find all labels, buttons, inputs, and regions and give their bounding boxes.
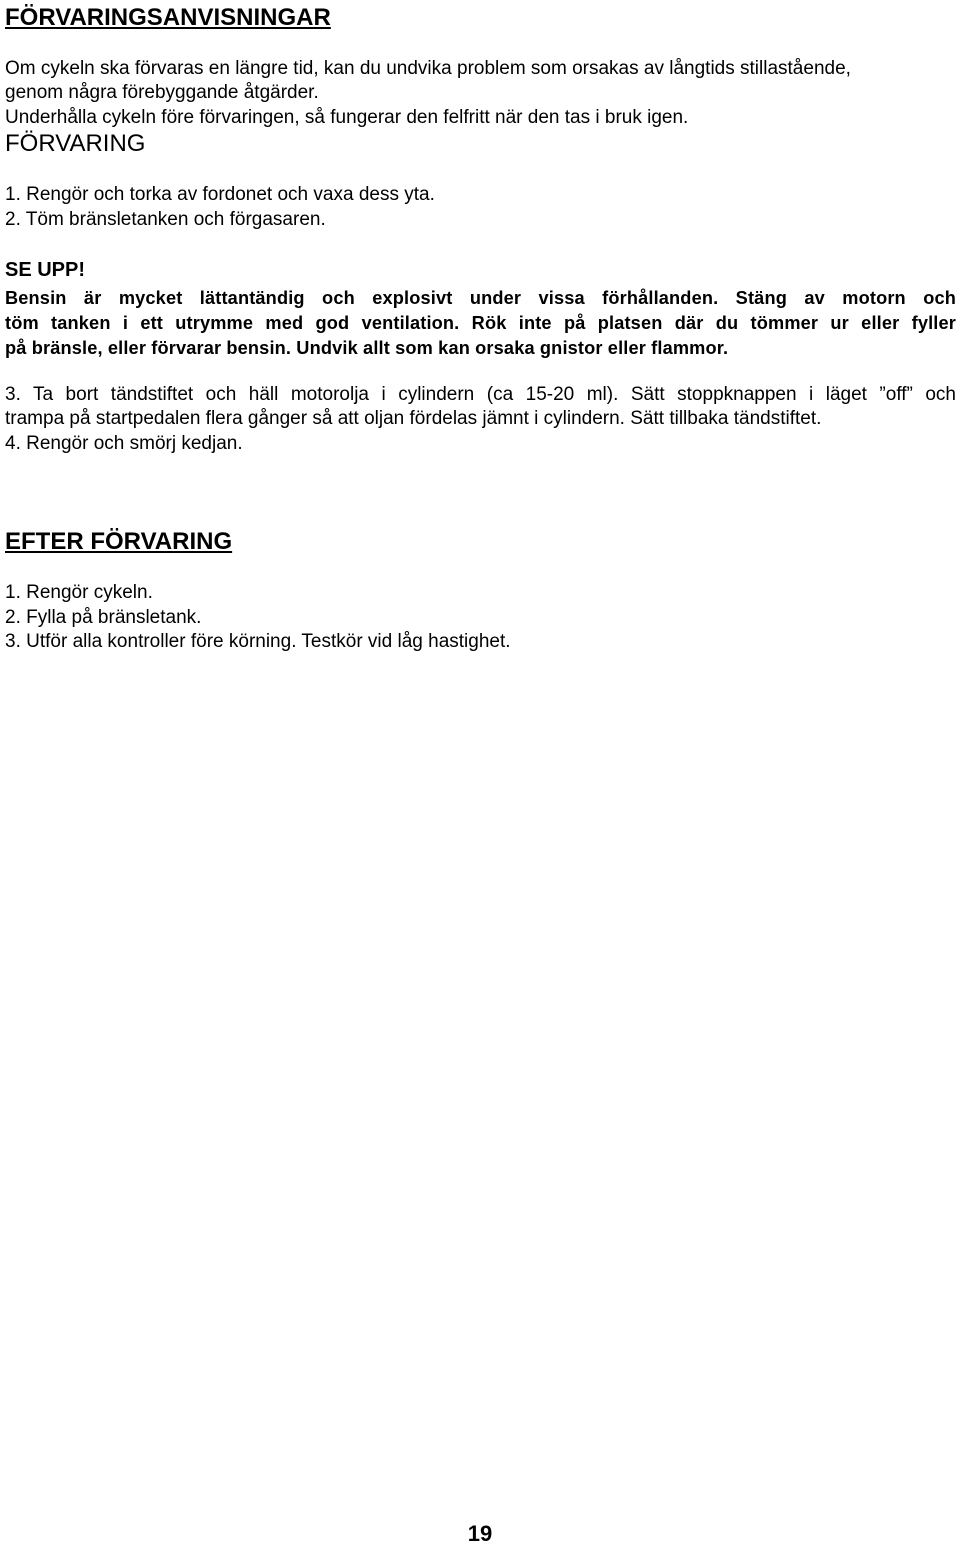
warning-line: på bränsle, eller förvarar bensin. Undvik allt som kan orsaka gnistor eller flammor. [5, 338, 729, 358]
page-title: FÖRVARINGSANVISNINGAR [5, 4, 331, 31]
intro-line: Underhålla cykeln före förvaringen, så fungerar den felfritt när den tas i bruk igen. [5, 107, 689, 128]
page-number: 19 [467, 1521, 493, 1546]
after-storage-step: 2. Fylla på bränsletank. [5, 607, 202, 628]
storage-step: 3. Ta bort tändstiftet och häll motorolja i cylindern (ca 15-20 ml). Sätt stoppknappen i läget ”off” och [5, 384, 956, 405]
warning-line: Bensin är mycket lättantändig och explosivt under vissa förhållanden. Stäng av motorn och [5, 288, 956, 308]
after-storage-step: 1. Rengör cykeln. [5, 582, 153, 603]
storage-step: 1. Rengör och torka av fordonet och vaxa dess yta. [5, 184, 435, 205]
storage-step: 4. Rengör och smörj kedjan. [5, 433, 243, 454]
warning-heading: SE UPP! [5, 259, 86, 281]
after-storage-heading: EFTER FÖRVARING [5, 528, 233, 555]
storage-step: 2. Töm bränsletanken och förgasaren. [5, 209, 326, 230]
storage-step: trampa på startpedalen flera gånger så att oljan fördelas jämnt i cylindern. Sätt tillbaka tändstiftet. [5, 408, 822, 429]
storage-heading: FÖRVARING [5, 130, 146, 157]
intro-line: genom några förebyggande åtgärder. [5, 82, 319, 103]
warning-text [5, 286, 956, 361]
intro-line: Om cykeln ska förvaras en längre tid, kan du undvika problem som orsakas av långtids stillastående, [5, 58, 851, 79]
warning-line: töm tanken i ett utrymme med god ventilation. Rök inte på platsen där du tömmer ur eller fyller [5, 313, 956, 333]
after-storage-step: 3. Utför alla kontroller före körning. Testkör vid låg hastighet. [5, 631, 511, 652]
